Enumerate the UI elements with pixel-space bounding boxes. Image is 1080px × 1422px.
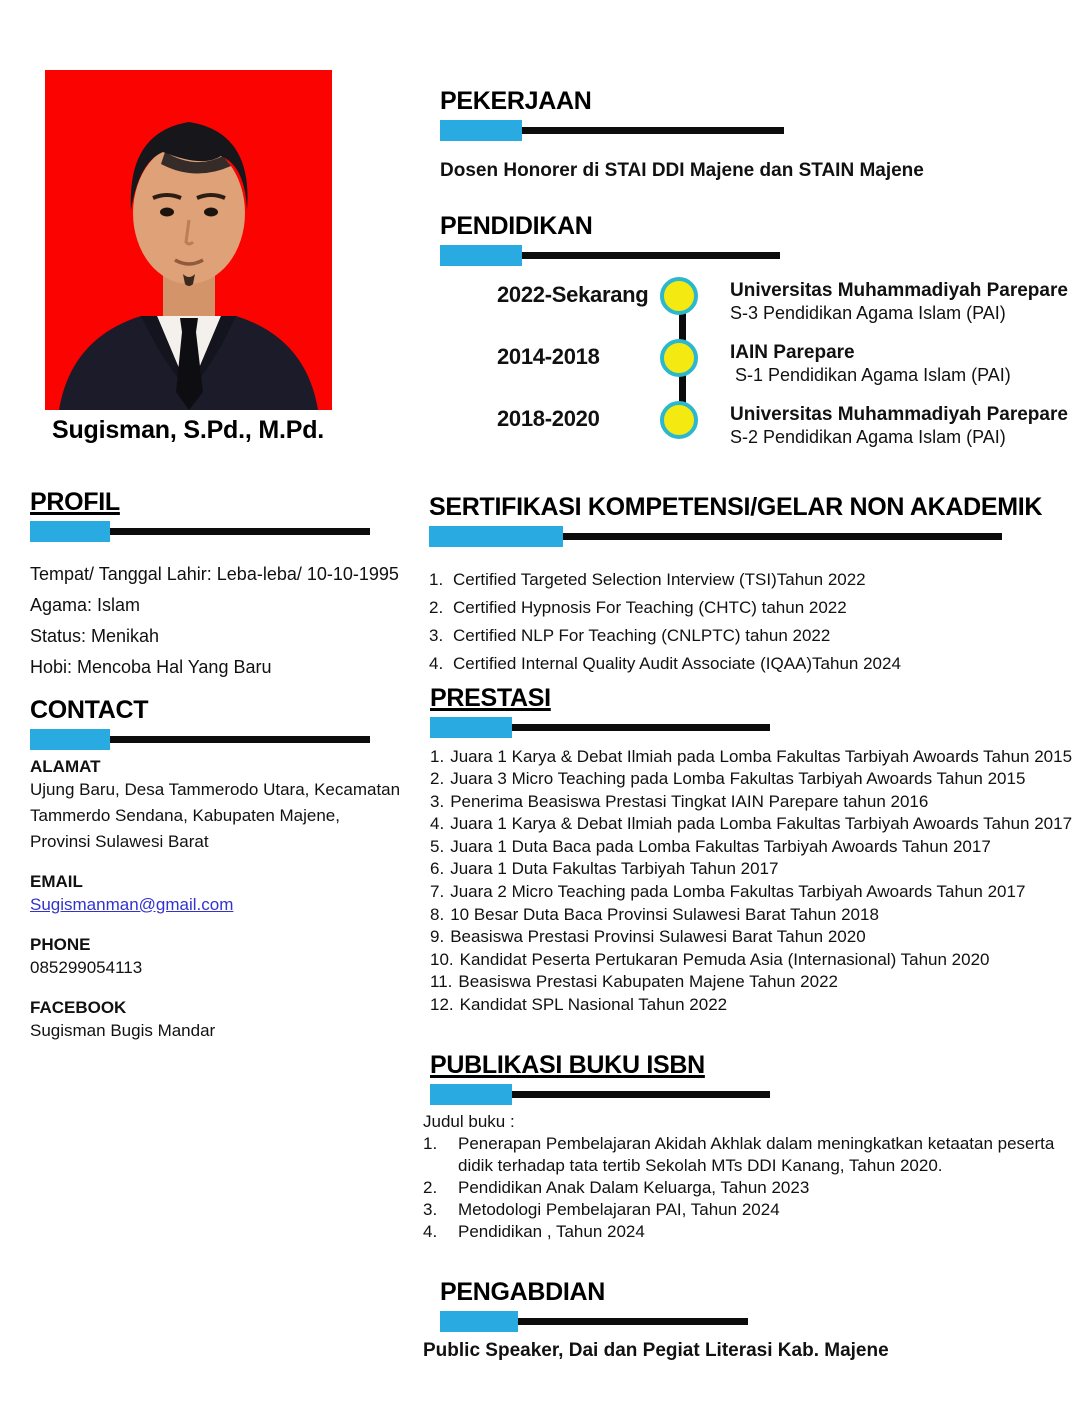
rule-line	[518, 1318, 748, 1325]
list-item	[430, 768, 1072, 791]
item-text: Kandidat SPL Nasional Tahun 2022	[459, 995, 728, 1015]
contact-title: CONTACT	[30, 696, 149, 724]
item-number: 8.	[430, 904, 445, 924]
item-text: Beasiswa Prestasi Provinsi Sulawesi Barat Tahun 2020	[450, 927, 866, 947]
profil-line: Tempat/ Tanggal Lahir: Leba-leba/ 10-10-1995	[30, 563, 399, 584]
accent-block	[440, 1311, 518, 1332]
item-number: 2.	[429, 597, 444, 617]
education-period: 2018-2020	[497, 406, 600, 431]
pendidikan-title: PENDIDIKAN	[440, 212, 593, 240]
list-item	[430, 926, 1072, 949]
item-number: 4.	[429, 653, 444, 673]
pengabdian-header-bar	[440, 1311, 748, 1332]
section-sertifikasi	[429, 494, 1042, 678]
section-pengabdian	[440, 1279, 748, 1332]
profile-photo	[45, 70, 332, 410]
accent-block	[30, 521, 110, 542]
item-text: Penerima Beasiswa Prestasi Tingkat IAIN Parepare tahun 2016	[450, 791, 929, 811]
education-period: 2014-2018	[497, 344, 600, 369]
list-item	[423, 1177, 1070, 1199]
accent-block	[440, 245, 522, 266]
list-item	[430, 836, 1072, 859]
item-number: 4.	[430, 814, 445, 834]
alamat-line: Tammerdo Sendana, Kabupaten Majene,	[30, 805, 340, 825]
item-number: 2.	[430, 769, 445, 789]
list-item	[430, 881, 1072, 904]
item-number: 1.	[429, 569, 444, 589]
email-label: EMAIL	[30, 871, 83, 891]
item-number: 11.	[430, 972, 453, 992]
item-text: Juara 1 Duta Fakultas Tarbiyah Tahun 2017	[450, 859, 779, 879]
item-text: Certified Targeted Selection Interview (TSI)Tahun 2022	[453, 569, 866, 589]
education-institution: Universitas Muhammadiyah Parepare	[730, 280, 1068, 301]
portrait-illustration	[45, 70, 332, 410]
education-detail	[730, 404, 1068, 448]
list-item	[429, 594, 1042, 622]
publikasi-title: PUBLIKASI BUKU ISBN	[430, 1051, 705, 1079]
item-number: 3.	[429, 625, 444, 645]
education-period: 2022-Sekarang	[497, 282, 649, 307]
pendidikan-header-bar	[440, 245, 780, 266]
item-number: 5.	[430, 836, 445, 856]
item-text: Pendidikan , Tahun 2024	[458, 1221, 645, 1241]
list-item	[423, 1199, 1070, 1221]
pekerjaan-title: PEKERJAAN	[440, 87, 592, 115]
item-text: Certified NLP For Teaching (CNLPTC) tahun 2022	[453, 625, 831, 645]
timeline-dot-icon	[660, 277, 698, 315]
section-publikasi	[423, 1051, 1070, 1243]
item-text: Penerapan Pembelajaran Akidah Akhlak dalam meningkatkan ketaatan peserta didik terhadap tata tertib Sekolah MTs DDI Kanang, Tahun 2020.	[458, 1133, 1055, 1175]
list-item	[429, 650, 1042, 678]
education-degree: S-2 Pendidikan Agama Islam (PAI)	[730, 427, 1006, 447]
item-text: Kandidat Peserta Pertukaran Pemuda Asia (Internasional) Tahun 2020	[459, 949, 990, 969]
list-item	[430, 949, 1072, 972]
education-institution: Universitas Muhammadiyah Parepare	[730, 404, 1068, 425]
pengabdian-title: PENGABDIAN	[440, 1278, 606, 1306]
section-profil	[30, 489, 410, 683]
profil-line: Agama: Islam	[30, 594, 141, 615]
education-entry	[440, 342, 1080, 386]
section-prestasi	[430, 685, 1072, 1017]
pekerjaan-header-bar	[440, 120, 784, 141]
sertifikasi-header-bar	[429, 526, 1042, 547]
accent-block	[440, 120, 522, 141]
item-number: 12.	[430, 995, 454, 1015]
item-text: Juara 3 Micro Teaching pada Lomba Fakultas Tarbiyah Awoards Tahun 2015	[450, 769, 1026, 789]
rule-line	[522, 127, 784, 134]
list-item	[430, 791, 1072, 814]
pengabdian-text: Public Speaker, Dai dan Pegiat Literasi Kab. Majene	[423, 1340, 889, 1361]
timeline-dot-icon	[660, 401, 698, 439]
accent-block	[430, 717, 512, 738]
profil-line: Hobi: Mencoba Hal Yang Baru	[30, 656, 272, 677]
item-number: 1.	[430, 746, 445, 766]
item-text: Pendidikan Anak Dalam Keluarga, Tahun 2023	[458, 1177, 810, 1197]
contact-header-bar	[30, 729, 420, 750]
item-text: Juara 1 Karya & Debat Ilmiah pada Lomba Fakultas Tarbiyah Awoards Tahun 2017	[450, 814, 1073, 834]
item-number: 3.	[423, 1199, 438, 1219]
item-text: Metodologi Pembelajaran PAI, Tahun 2024	[458, 1199, 780, 1219]
alamat-line: Provinsi Sulawesi Barat	[30, 831, 209, 851]
rule-line	[110, 736, 370, 743]
accent-block	[30, 729, 110, 750]
rule-line	[563, 533, 1002, 540]
sertifikasi-title: SERTIFIKASI KOMPETENSI/GELAR NON AKADEMIK	[429, 493, 1043, 521]
sertifikasi-list	[429, 566, 1042, 678]
phone-label: PHONE	[30, 934, 91, 954]
phone-value: 085299054113	[30, 957, 143, 977]
profil-header-bar	[30, 521, 410, 542]
prestasi-header-bar	[430, 717, 1072, 738]
item-number: 1.	[423, 1133, 438, 1153]
profil-lines	[30, 559, 410, 683]
alamat-line: Ujung Baru, Desa Tammerodo Utara, Kecamatan	[30, 779, 401, 799]
item-number: 3.	[430, 791, 445, 811]
item-number: 6.	[430, 859, 445, 879]
item-number: 7.	[430, 882, 445, 902]
accent-block	[429, 526, 563, 547]
alamat-value	[30, 777, 420, 855]
pekerjaan-text: Dosen Honorer di STAI DDI Majene dan STAIN Majene	[440, 160, 924, 181]
item-text: Certified Internal Quality Audit Associate (IQAA)Tahun 2024	[453, 653, 901, 673]
list-item	[430, 904, 1072, 927]
list-item	[423, 1133, 1070, 1177]
item-number: 2.	[423, 1177, 438, 1197]
list-item	[423, 1221, 1070, 1243]
facebook-value: Sugisman Bugis Mandar	[30, 1020, 216, 1040]
timeline-dot-icon	[660, 339, 698, 377]
education-timeline	[440, 280, 1080, 480]
item-number: 10.	[430, 949, 454, 969]
item-text: Juara 2 Micro Teaching pada Lomba Fakultas Tarbiyah Awoards Tahun 2017	[450, 882, 1026, 902]
list-item	[430, 994, 1072, 1017]
rule-line	[110, 528, 370, 535]
list-item	[429, 622, 1042, 650]
list-item	[430, 746, 1072, 769]
rule-line	[512, 724, 770, 731]
email-link[interactable]: Sugismanman@gmail.com	[30, 894, 234, 914]
person-name: Sugisman, S.Pd., M.Pd.	[51, 416, 325, 444]
profil-title: PROFIL	[30, 488, 120, 516]
list-item	[430, 971, 1072, 994]
item-number: 4.	[423, 1221, 438, 1241]
list-item	[429, 566, 1042, 594]
section-contact	[30, 697, 420, 1044]
list-item	[430, 858, 1072, 881]
education-entry	[440, 404, 1080, 448]
prestasi-list	[430, 746, 1072, 1017]
prestasi-title: PRESTASI	[430, 684, 551, 712]
list-item	[430, 813, 1072, 836]
item-text: Juara 1 Duta Baca pada Lomba Fakultas Tarbiyah Awoards Tahun 2017	[450, 836, 991, 856]
alamat-label: ALAMAT	[30, 756, 101, 776]
section-pekerjaan	[440, 88, 784, 141]
education-degree: S-3 Pendidikan Agama Islam (PAI)	[730, 303, 1006, 323]
facebook-label: FACEBOOK	[30, 997, 127, 1017]
education-detail	[730, 280, 1068, 324]
accent-block	[430, 1084, 512, 1105]
education-degree: S-1 Pendidikan Agama Islam (PAI)	[735, 365, 1011, 385]
education-institution: IAIN Parepare	[730, 342, 855, 363]
publikasi-intro: Judul buku :	[423, 1111, 515, 1131]
item-text: Beasiswa Prestasi Kabupaten Majene Tahun 2022	[458, 972, 838, 992]
item-text: Juara 1 Karya & Debat Ilmiah pada Lomba Fakultas Tarbiyah Awoards Tahun 2015	[450, 746, 1073, 766]
education-detail	[730, 342, 1011, 386]
publikasi-list	[423, 1133, 1070, 1243]
item-text: 10 Besar Duta Baca Provinsi Sulawesi Barat Tahun 2018	[450, 904, 879, 924]
rule-line	[522, 252, 780, 259]
publikasi-header-bar	[430, 1084, 1070, 1105]
profil-line: Status: Menikah	[30, 625, 160, 646]
education-entry	[440, 280, 1080, 324]
item-text: Certified Hypnosis For Teaching (CHTC) tahun 2022	[453, 597, 847, 617]
section-pendidikan	[440, 213, 780, 266]
rule-line	[512, 1091, 770, 1098]
item-number: 9.	[430, 927, 445, 947]
